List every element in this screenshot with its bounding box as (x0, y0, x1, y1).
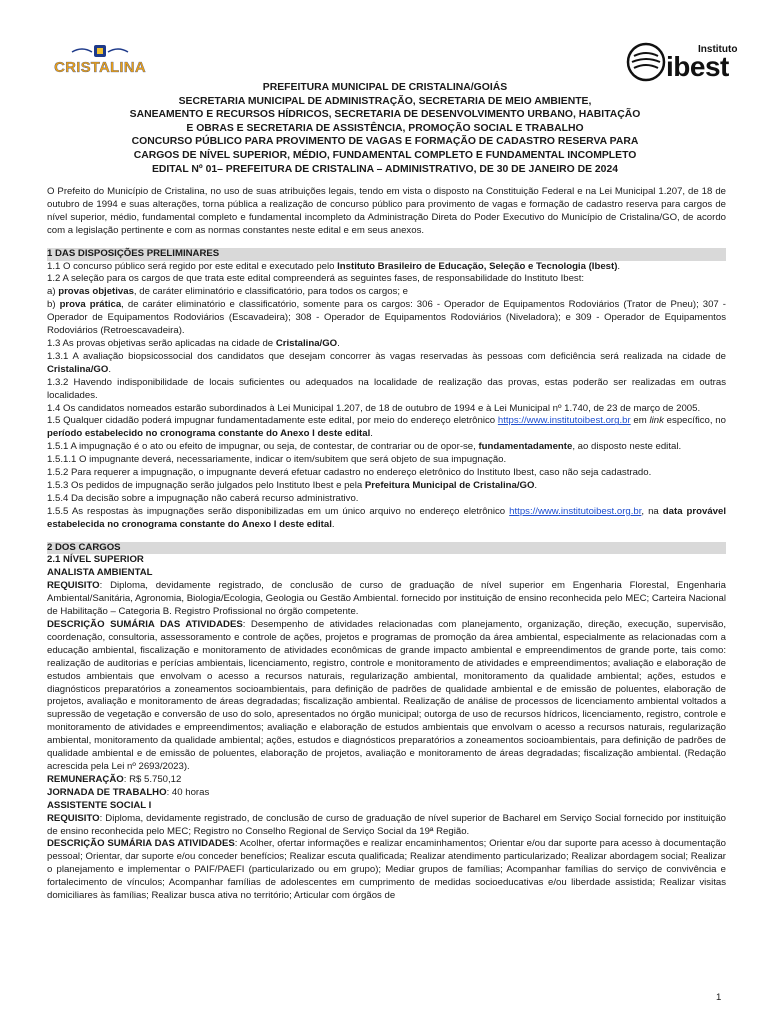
header-line: EDITAL Nº 01– PREFEITURA DE CRISTALINA – ADMINISTRATIVO, DE 30 DE JANEIRO DE 2024 (151, 163, 619, 175)
paragraph (47, 838, 726, 903)
job-title: ANALISTA AMBIENTAL (47, 567, 153, 579)
paragraph: 1.5.1.1 O impugnante deverá, necessariamente, indicar o item/subitem que será objeto de sua impugnação. (47, 454, 507, 466)
bold-text: Instituto Brasileiro de Educação, Seleção e Tecnologia (Ibest) (337, 260, 618, 272)
text: , na (641, 505, 663, 517)
section-heading: 2 DOS CARGOS (47, 542, 726, 555)
paragraph (47, 813, 726, 839)
text: 1.5 Qualquer cidadão poderá impugnar fundamentadamente este edital, por meio do endereço eletrônico (47, 415, 498, 427)
text: . (370, 428, 373, 440)
text: 1.3.1 A avaliação biopsicossocial dos candidatos que desejam concorrer às vagas reservadas às pessoas com deficiência será realizada na cidade de (47, 350, 726, 362)
cristalina-logo (50, 44, 150, 80)
spacer (47, 532, 726, 542)
bold-text: DESCRIÇÃO SUMÁRIA DAS ATIVIDADES (47, 838, 235, 850)
bold-text: DESCRIÇÃO SUMÁRIA DAS ATIVIDADES (47, 619, 243, 630)
text: em (630, 415, 650, 427)
bold-text: Cristalina/GO (47, 363, 109, 375)
intro-paragraph: O Prefeito do Município de Cristalina, no uso de suas atribuições legais, tendo em vista o disposto na Constituição Federal e na Lei Municipal 1.207, de 18 de outubro de 1994 e suas alterações, torna pública a realização de concurso público para provimento de vagas e formação de cadastro reserva para cargos de nível superior, médio, fundamental completo e fundamental incompleto da Administração Direta do Poder Executivo do Município de Cristalina/GO, de acordo com a legislação pertinente e com as normas constantes neste edital e em seus anexos. (47, 186, 726, 236)
document-body (47, 186, 726, 903)
bold-text: prova prática (59, 299, 122, 311)
text: específico, no (663, 415, 726, 427)
text: : Acolher, ofertar informações e realizar encaminhamentos; Orientar e/ou dar suporte para acesso à documentação pessoal; Orientar, dar suporte e/ou conceder benefícios; Realizar escuta qualificada; Realizar atendimento particularizado; Realizar abordagem social; Realizar o planejamento e implementar o PAIF/PAEFI (particularizado ou em grupo); Mediar grupos de famílias; Acompanhar famílias do serviço de convivência e fortalecimento de vínculos; Acompanhar famílias de adolescentes em cumprimento de medidas socioeducativas e/ou liberdade assistida; Realizar visitas domiciliares às famílias; Realizar busca ativa no território; Articular com órgãos de (47, 838, 727, 902)
ibest-website-link[interactable]: https://www.institutoibest.org.br (497, 415, 631, 427)
paragraph (47, 415, 726, 441)
ibest-circle-icon (626, 42, 666, 82)
text: : Diploma, devidamente registrado, de conclusão de curso de graduação de nível superior em Engenharia Florestal, Engenharia Ambiental/Sanitária, Agronomia, Biologia/Ecologia, Geologia ou Gestão Ambiental. fornecido por instituição de ensino reconhecida pelo MEC; Carteira Nacional de Habilitação – Categoria B. Registro Profissional no órgão competente. (47, 580, 726, 618)
bold-text: provas objetivas (58, 286, 134, 298)
text: . (534, 479, 538, 491)
text: . (617, 260, 621, 272)
bold-text: Cristalina/GO (275, 337, 338, 349)
text: : 40 horas (166, 786, 210, 798)
header-line: CONCURSO PÚBLICO PARA PROVIMENTO DE VAGAS E FORMAÇÃO DE CADASTRO RESERVA PARA (131, 136, 639, 148)
paragraph: 1.2 A seleção para os cargos de que trata este edital compreenderá as seguintes fases, de responsabilidade do Instituto Ibest: (47, 273, 585, 285)
cristalina-logo-text: CRISTALINA (54, 59, 146, 76)
header-line: PREFEITURA MUNICIPAL DE CRISTALINA/GOIÁS (262, 82, 508, 93)
bold-text: REMUNERAÇÃO (47, 773, 124, 785)
paragraph (47, 580, 726, 619)
ibest-logo-small-text: Instituto (698, 44, 738, 55)
paragraph (47, 351, 726, 377)
ibest-website-link[interactable]: https://www.institutoibest.org.br (509, 505, 642, 517)
paragraph (47, 441, 726, 454)
paragraph (47, 787, 726, 800)
text: : Diploma, devidamente registrado, de conclusão de curso de graduação de nível superior de Bacharel em Serviço Social fornecido por instituição de ensino reconhecida pelo MEC; Registro no Conselho Regional de Serviço Social da 19ª Região. (47, 812, 726, 837)
text: 1.5.5 As respostas às impugnações serão disponibilizadas em um único arquivo no endereço eletrônico (47, 505, 510, 517)
paragraph: 1.5.2 Para requerer a impugnação, o impugnante deverá efetuar cadastro no endereço eletrônico do Instituto Ibest, caso não seja cadastrado. (47, 467, 652, 479)
paragraph (47, 286, 726, 299)
ibest-logo-text: ibest (666, 51, 729, 82)
text: 1.1 O concurso público será regido por este edital e executado pelo (47, 260, 338, 272)
ibest-logo (626, 40, 744, 82)
paragraph (47, 480, 726, 493)
paragraph: 1.4 Os candidatos nomeados estarão subordinados à Lei Municipal 1.207, de 18 de outubro de 1994 e à Lei Municipal nº 1.740, de 23 de março de 2005. (47, 402, 701, 414)
paragraph: 1.5.4 Da decisão sobre a impugnação não caberá recurso administrativo. (47, 492, 359, 504)
text: : Desempenho de atividades relacionadas com planejamento, organização, direção, execução, supervisão, coordenação, consultoria, assessoramento e controle de ações, projetos e programas de promoção da área ambiental, especialmente as relacionadas com a educação ambiental, fiscalização e monitoramento de atividades econômicas de grande impacto ambiental e empreendimentos de grande porte, tais como: realização de auditorias e perícias ambientais, licenciamento, registro, controle e monitoramento de atividades e empreendimentos; avaliação e elaboração de estudos ambientais que envolvam o acesso a recursos naturais, regularização ambiental, monitoramento da qualidade ambiental; ações, estudos e diagnósticos preparatórios a zoneamentos socioambientais, para definição de padrões de qualidade ambiental e de emissão de poluentes, elaboração de projetos, avaliação e monitoramento de áreas degradadas; fiscalização ambiental. Realização de análise de processos de licenciamento ambiental voltados a supressão de vegetação e conversão de uso do solo, apresentados no órgão municipal; outorga de uso de recursos hídricos, licenciamento, registro, controle e monitoramento de atividades e empreendimentos; avaliação e elaboração de estudos ambientais que envolvam o acesso a recursos naturais, regularização ambiental, monitoramento da qualidade ambiental; ações, estudos e diagnósticos preparatórios a zoneamentos socioambientais, para definição de padrões de qualidade ambiental e de emissão de poluentes, elaboração de projetos, avaliação e monitoramento de áreas degradadas; fiscalização ambiental. (Redação acrescida pela Lei nº 2693/2023). (47, 619, 726, 772)
bold-text: Prefeitura Municipal de Cristalina/GO (364, 479, 535, 491)
italic-text: link (649, 415, 664, 427)
paragraph (47, 299, 726, 338)
crest-icon (70, 44, 130, 58)
text: 1.3 As provas objetivas serão aplicadas na cidade de (47, 337, 276, 349)
header-line: E OBRAS E SECRETARIA DE ASSISTÊNCIA, PROMOÇÃO SOCIAL E TRABALHO (186, 122, 584, 134)
text: 1.5.3 Os pedidos de impugnação serão julgados pelo Instituto Ibest e pela (47, 479, 365, 491)
bold-text: data provável estabelecida no cronograma constante do Anexo I deste edital (47, 505, 727, 530)
text: a) (47, 286, 59, 298)
bold-text: período estabelecido no cronograma constante do Anexo I deste edital (47, 428, 371, 440)
section-heading: 1 DAS DISPOSIÇÕES PRELIMINARES (47, 248, 726, 261)
paragraph (47, 261, 726, 274)
bold-text: REQUISITO (47, 812, 100, 824)
paragraph (47, 506, 726, 532)
paragraph (47, 619, 726, 774)
paragraph (47, 774, 726, 787)
paragraph (47, 338, 726, 351)
bold-text: fundamentadamente (478, 441, 573, 453)
header-line: CARGOS DE NÍVEL SUPERIOR, MÉDIO, FUNDAMENTAL COMPLETO E FUNDAMENTAL INCOMPLETO (133, 149, 637, 161)
text: . (108, 363, 111, 375)
text: . (337, 337, 340, 349)
header-line: SECRETARIA MUNICIPAL DE ADMINISTRAÇÃO, SECRETARIA DE MEIO AMBIENTE, (178, 95, 592, 107)
edital-header (60, 81, 710, 176)
paragraph: 1.3.2 Havendo indisponibilidade de locais suficientes ou adequados na localidade de realização das provas, estas poderão ser realizadas em outras localidades. (47, 376, 726, 401)
text: : R$ 5.750,12 (123, 773, 182, 785)
subsection-heading: 2.1 NÍVEL SUPERIOR (47, 554, 144, 566)
page-number: 1 (716, 992, 722, 1003)
text: . (331, 518, 335, 530)
text: b) (47, 299, 60, 311)
job-title: ASSISTENTE SOCIAL I (47, 799, 152, 811)
bold-text: JORNADA DE TRABALHO (47, 786, 167, 798)
text: , de caráter eliminatório e classificatório, para todos os cargos; e (133, 286, 409, 298)
text: 1.5.1 A impugnação é o ato ou efeito de impugnar, ou seja, de contestar, de contrariar ou de opor-se, (47, 441, 479, 453)
bold-text: REQUISITO (47, 580, 100, 592)
text: , ao disposto neste edital. (572, 441, 682, 453)
text: , de caráter eliminatório e classificatório, somente para os cargos: 306 - Operador de Equipamentos Rodoviários (Trator de Pneu); 307 - Operador de Equipamentos Rodoviários (Escavadeira); 308 - Operador de Equipamentos Rodoviários (Niveladora); e 309 - Operador de Equipamentos Rodoviários (Retroescavadeira). (47, 299, 726, 337)
header-line: SANEAMENTO E RECURSOS HÍDRICOS, SECRETARIA DE DESENVOLVIMENTO URBANO, HABITAÇÃO (129, 109, 641, 121)
